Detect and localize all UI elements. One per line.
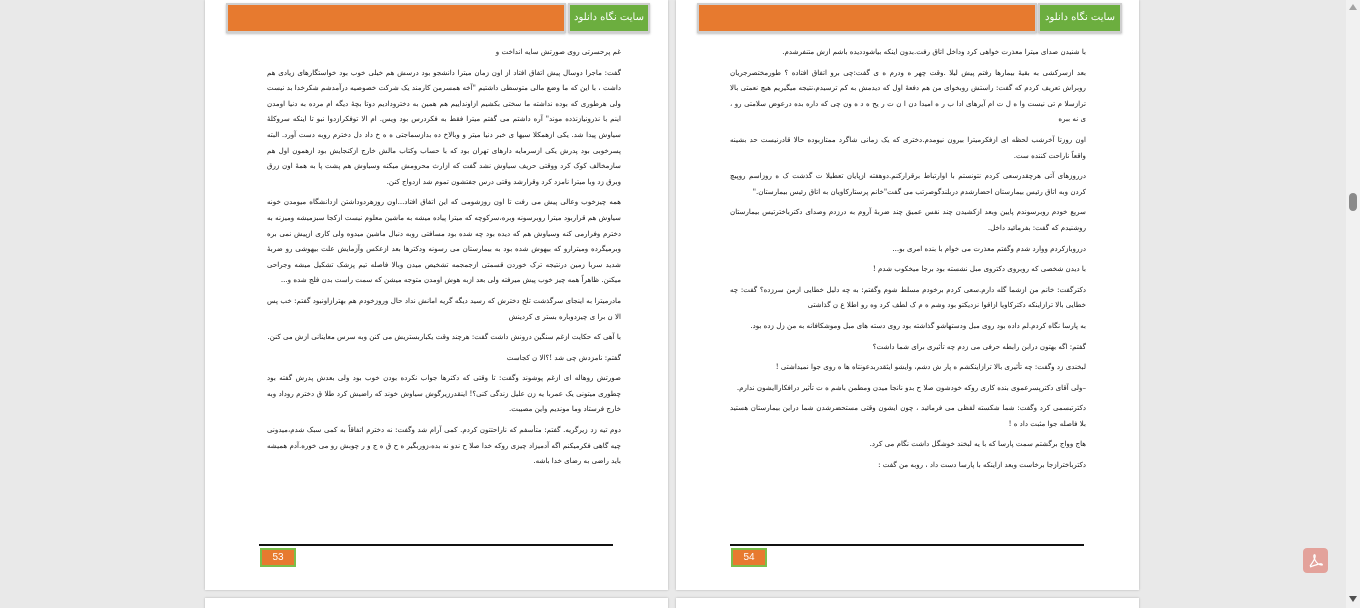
paragraph: همه چیزخوب وعالی پیش می رفت تا اون روزشومی که این اتفاق افتاد...اون روزهردوداشتن ازدانشگاه میومدن خونه سیاوش هم قراربود میترا روبرسونه وبره،سرکوچه که میترا پیاده میشه به ماشین معلوم نیست ازکجا سبزمیشه ومیزنه به دخترم وفرارمی کنه وسیاوش هم که دیده بود چه شده بود مسافتی روبه دنبال ماشین میدوه ولی کاری ازپیش نمی بره وبرمیگرده ومیترارو که بیهوش شده بود به بیمارستان می رسونه ودکترها بعد ازعکس وآزمایش علت بیهوشی رو ضربۀ شدید سربا زمین درنتیجه ترک خوردن قسمتی ازجمجمه تشخیص میدن وبالا فاصله تیم پزشک تشکیل میشه وجراحی میکنن. ظاهراً همه چیز خوب پیش میرفته ولی بعد ازبه هوش اومدن متوجه میشن که سمت راست بدن فلج شده و... [267,197,621,285]
site-label: سایت نگاه دانلود [568,3,650,33]
page-number: 53 [260,548,296,567]
page-56-peek [676,598,1139,608]
paragraph: –ولی آقای دکترپسرعموی بنده کاری روکه خودشون صلا ح بدو نانجا میدن ومطمن باشم ه ت تأثیر درافکاراایشون ندارم. [736,382,1086,392]
paragraph: دکترگفت: خانم من ازشما گله دارم.سعی کردم برخودم مسلط شوم وگفتم: به چه دلیل خطایی ازمن سرزده؟ گفت: چه خطایی بالا ترازاینکه دکترکاویا ازاقوا نزدیکتو بود وشم ه م ک لطف کرد وه رو اطلا ع ن گذاشتی [730,284,1086,310]
paragraph: گفتم: اگه بهتون درابن رابطه حرفی می زدم چه تأثیری برای شما داشت؟ [872,341,1086,351]
paragraph: درروبازکردم ووارد شدم وگفتم معذرت می خوام با بنده امری بو... [892,243,1086,253]
paragraph: بعد ازسرکشی به بقیۀ بیمارها رفتم پیش لیلا .وقت چهر ه ودرم ه ی گفت:چی برو اتفاق افتاده ؟ طورمختصرجریان روبراش تعریف کردم که گفت: راستش روبخوای من هم دفعۀ اول که دیدمش به کم ترسیدم،نتیجه میگیریم هیچ نعمتی بالا ترازسلا م تی نیست وا ه ل ت ام آیرهای ادا ب ر ه امیدا دن ا ن ت ر یح ه د ه ون چی که داره بده درعوض سلامتی رو ، ی نه ببره [730,67,1086,124]
scrollbar-thumb[interactable] [1349,193,1357,211]
paragraph: با شنیدن صدای میترا معذرت خواهی کرد وداخل اتاق رفت.بدون اینکه بیاشوددیده باشم ازش متنفرشدم. [782,47,1086,56]
scroll-down-icon[interactable] [1349,596,1357,602]
page-number: 54 [731,548,767,567]
scroll-up-icon[interactable] [1349,4,1357,10]
page-53 [205,0,668,590]
paragraph: دکترباخترازجا برخاست وبعد ازاینکه با پارسا دست داد ، روبه من گفت : [878,460,1086,470]
footer-rule [259,544,613,546]
paragraph: گفت: ماجرا دوسال پیش اتفاق افتاد از اون زمان میترا دانشجو بود درسش هم خیلی خوب بود خواستگارهای زیادی هم داشت ، با این که ما وضع مالی متوسطی داشتیم "آخه همسرمن کارمند یک شرکت خصوصیه درآمدشم شکرخدا بد نیست ولی هرطوری که بوده نداشته ما سختی بکشیم ازاونداییم هم همین به دخترودادیم دوتا بچۀ دیگه ام مرده به دنیا اومدن اینم با نذرونیازنذده موند" آره داشتم می گفتم میترا فقط به فکردرس بود ویس. ام الا توفکرازدوا نبو تا اینکه سروکلۀ سیاوش پیدا شد. یکی ازهمکلا سیها ی خبر دنیا میتر و وبالاخ ده بدازسماجتی ه ه خ داد دل دخترم روبه دست آورد. البته پسرخوبی بود پدرش یکی ازسرمایه دارهای تهران بود که با حساب وکتاب مالش خارج ازکنجایش بود ازهمون اول هم سازمخالف کوک کرد ووقتی حریف سیاوش نشد گفت که ازارث محرومش میکنه وسیاوش هم پشت پا به همۀ اون زرق وبرق زد وبا میترا نامزد کرد وقرارشد وقتی درس جفتشون تموم شد ازدواج کنن. [267,67,621,186]
page-55-peek [205,598,668,608]
paragraph: مادرمیترا به اینجای سرگذشت تلخ دخترش که رسید دیگه گریه امانش نداد حال وروزخودم هم بهترازاونبود گفتم: خب پس الا ن برا ی چیزدوباره بستر ی کردینش [267,295,621,321]
paragraph: دکترتبسمی کرد وگفت: شما شکسته لفظی می فرمائید ، چون ایشون وقتی مستحضرشدن شما دراین بیمارستان هستید بلا فاصله جوا مثبت داد ه ! [730,403,1086,428]
site-label: سایت نگاه دانلود [1038,3,1122,33]
paragraph: گفتم: نامزدش چی شد !؟الا ن کجاست [506,352,621,362]
paragraph: لبخندی زد وگفت: چه تأثیری بالا ترازاینکشم ه پار ش دشم، وایشو ایثقدربدعونتاه ها ه روی جوا نمیداشتی ! [775,362,1086,372]
page-text [267,44,621,474]
header-orange-bar [226,3,566,33]
paragraph: اون روزتا آخرشب لحظه ای ازفکرمیترا بیرون نیومدم.دختری که یک زمانی شاگرد ممتازبوده حالا قادرنیست حد بشینه واقعاً ناراحت کننده ست. [730,134,1086,160]
paragraph: دوم تیه زد زیرگریه. گفتم: متأسفم که ناراحتتون کردم. کمی آرام شد وگفت: نه دخترم اتفاقاً به کمی سبک شدم،میدونی چیه گاهی فکرمیکنم اگه آدمیزاد چیزی روکه خدا صلا ح ندو نه بده،زوربگیر ه ح ق ه ج و ر چوبش رو می خوره.آدم همیشه باید راضی به رضای خدا باشه. [267,425,621,466]
pdf-download-button[interactable] [1303,548,1328,573]
paragraph: با دیدن شخصی که روبروی دکتروی مبل نشسته بود برجا میخکوب شدم ! [872,264,1086,274]
paragraph: به پارسا نگاه کردم.لم داده بود روی مبل ودستهاشو گذاشته بود روی دسته های مبل وموشکافانه به من زل زده بود. [750,320,1086,330]
footer-rule [730,544,1084,546]
page-54 [676,0,1139,590]
paragraph: درروزهای آتی هرچقدرسعی کردم نتونستم با اوارتباط برقرارکنم.دوهفته ازپایان تعطیلا ت گذشت ک ه روزاسم روپیچ کردن وبه اتاق رئیس بیمارستان احضارشدم دربلندگوصرتب می گفت"خانم پرستارکاویان به اتاق رئیس بیمارستان." [730,171,1086,196]
paragraph: سریع خودم روبرسوندم پایین وبعد ازکشیدن چند نفس عمیق چند ضربۀ آروم به درزدم وصدای دکترباخترتیس بیمارستان روشنیدم که گفت: بفرمائید داخل. [730,207,1086,232]
page-text [730,44,1086,478]
paragraph: هاج وواج برگشتم سمت پارسا که با یه لبخند خوشگل داشت نگام می کرد. [869,439,1086,449]
pdf-icon [1308,553,1324,569]
header-orange-bar [697,3,1037,33]
paragraph: با آهی که حکایت ازغم سنگین درونش داشت گفت: هرچند وقت یکباربستریش می کنن وبه سرس معاینانی ازش می کنن. [267,332,621,342]
paragraph: صورتش روهاله ای ازغم پوشوند وگفت: تا وقتی که دکترها جواب نکرده بودن خوب بود ولی بعدش پدرش گفته بود چطوری میتونی یک عمربا یه زن علیل زندگی کنی؟! اینقدرزیرگوش سیاوش خوند که راضیش کرد طلا ق دخترم روداد وبه خارج فرستاد وما موندیم واین مصیبت. [267,373,621,414]
vertical-scrollbar[interactable] [1346,0,1360,608]
paragraph: غم پرحسرتی روی صورتش سایه انداخت و [495,47,621,56]
